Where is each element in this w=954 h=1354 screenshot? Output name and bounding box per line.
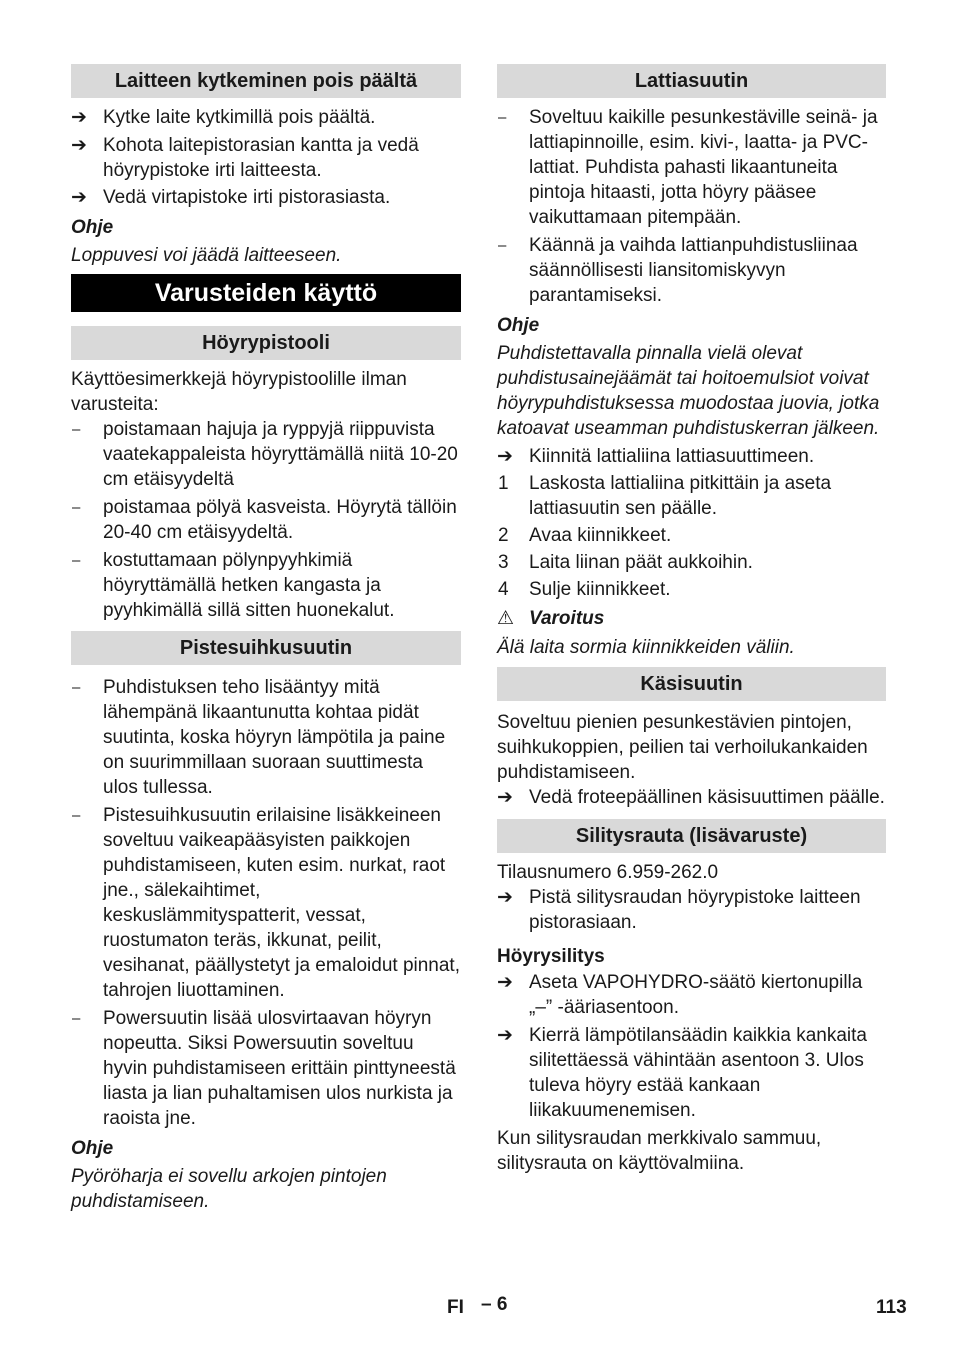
list-item: – Soveltuu kaikille pesunkestäville seinä- ja lattiapinnoille, esim. kivi-, laatta- ja PVC-lattiat. Puhdista pahasti likaantuneita pintoja hitaasti, jotta höyry pääsee vaikuttamaan pitempään. bbox=[498, 107, 878, 228]
warning-icon: ⚠ bbox=[497, 608, 515, 629]
arrow-icon: ➔ bbox=[497, 446, 513, 467]
iron-ready-text: Kun silitysraudan merkkivalo sammuu, silitysrauta on käyttövalmiina. bbox=[497, 1128, 822, 1174]
section-heading-floor-nozzle: Lattiasuutin bbox=[497, 64, 886, 98]
list-item: ➔ Kohota laitepistorasian kantta ja vedä höyrypistoke irti laitteesta. bbox=[71, 135, 419, 181]
arrow-icon: ➔ bbox=[497, 887, 513, 908]
list-item: – poistamaa pölyä kasveista. Höyrytä tällöin 20-40 cm etäisyydeltä. bbox=[72, 497, 457, 543]
main-heading: Varusteiden käyttö bbox=[71, 274, 461, 312]
arrow-icon: ➔ bbox=[71, 107, 87, 128]
list-item: ➔ Kierrä lämpötilansäädin kaikkia kankaita silitettäessä vähintään asentoon 3. Ulos tuleva höyry estää kankaan liikakuumenemisen. bbox=[497, 1025, 867, 1121]
dash-marker: – bbox=[72, 807, 81, 824]
step-number: 4 bbox=[498, 579, 509, 600]
list-item: – Puhdistuksen teho lisääntyy mitä lähempänä likaantunutta kohtaa pidät suutinta, koska höyryn lämpötila ja paine on suurimmillaan suoraan suuttimesta ulos tullessa. bbox=[72, 677, 446, 798]
switch-off-steps bbox=[71, 105, 461, 210]
note-label: Ohje bbox=[497, 315, 540, 336]
list-item: – poistamaan hajuja ja ryppyjä riippuvista vaatekappaleista höyryttämällä niitä 10-20 cm etäisyydeltä bbox=[72, 419, 458, 490]
list-item: 1 Laskosta lattialiina pitkittäin ja aseta lattiasuutin sen päälle. bbox=[498, 473, 832, 519]
warning-text: Älä laita sormia kiinnikkeiden väliin. bbox=[497, 637, 795, 658]
list-item: – Powersuutin lisää ulosvirtaavan höyryn nopeutta. Siksi Powersuutin soveltuu hyvin puhdistamiseen erittäin pinttyneestä liasta ja lian puhaltamisen ulos nurkista ja raoista jne. bbox=[72, 1008, 456, 1129]
spot-nozzle-list bbox=[71, 675, 461, 1131]
warning-heading: ⚠ Varoitus bbox=[497, 608, 605, 629]
step-number: 1 bbox=[498, 473, 509, 494]
list-item: ➔ Pistä silitysraudan höyrypistoke laitteen pistorasiaan. bbox=[497, 887, 861, 933]
right-column bbox=[497, 64, 886, 1176]
step-number: 3 bbox=[498, 552, 509, 573]
list-item: 3 Laita liinan päät aukkoihin. bbox=[498, 552, 753, 573]
footer-language: FI bbox=[447, 1297, 464, 1318]
section-heading-hand-nozzle: Käsisuutin bbox=[497, 667, 886, 701]
steam-gun-list bbox=[71, 417, 461, 623]
note-text: Pyöröharja ei sovellu arkojen pintojen puhdistamiseen. bbox=[71, 1166, 387, 1212]
subheading-steam-ironing: Höyrysilitys bbox=[497, 946, 605, 967]
note-label: Ohje bbox=[71, 1138, 114, 1159]
dash-marker: – bbox=[72, 421, 81, 438]
section-heading-steam-gun: Höyrypistooli bbox=[71, 326, 461, 360]
dash-marker: – bbox=[72, 679, 81, 696]
dash-marker: – bbox=[72, 1010, 81, 1027]
dash-marker: – bbox=[72, 499, 81, 516]
page-number: 113 bbox=[876, 1297, 907, 1318]
order-number: Tilausnumero 6.959-262.0 bbox=[497, 862, 719, 883]
section-heading-switch-off: Laitteen kytkeminen pois päältä bbox=[71, 64, 461, 98]
arrow-icon: ➔ bbox=[497, 787, 513, 808]
steam-gun-intro: Käyttöesimerkkejä höyrypistoolille ilman varusteita: bbox=[71, 369, 407, 415]
left-column bbox=[71, 64, 461, 1214]
list-item: 4 Sulje kiinnikkeet. bbox=[498, 579, 671, 600]
section-heading-spot-nozzle: Pistesuihkusuutin bbox=[71, 631, 461, 665]
floor-nozzle-list bbox=[497, 105, 886, 308]
section-heading-iron: Silitysrauta (lisävaruste) bbox=[497, 819, 886, 853]
list-item: ➔ Vedä virtapistoke irti pistorasiasta. bbox=[71, 187, 391, 208]
list-item: – kostuttamaan pölynpyyhkimiä höyryttämällä hetken kangasta ja pyyhkimällä sillä sitten huonekalut. bbox=[72, 550, 395, 621]
list-item: ➔ Aseta VAPOHYDRO-säätö kiertonupilla „–” -ääriasentoon. bbox=[497, 972, 863, 1018]
list-item: ➔ Kiinnitä lattialiina lattiasuuttimeen. bbox=[497, 446, 815, 467]
note-label: Ohje bbox=[71, 217, 114, 238]
footer-section: – 6 bbox=[481, 1294, 508, 1315]
dash-marker: – bbox=[498, 237, 507, 254]
hand-nozzle-text: Soveltuu pienien pesunkestävien pintojen, suihkukoppien, peilien tai verhoilukankaiden puhdistamiseen. bbox=[497, 712, 868, 783]
ironing-steps bbox=[497, 970, 886, 1123]
list-item: – Käännä ja vaihda lattianpuhdistusliinaa säännöllisesti liansitomiskyvyn parantamiseksi. bbox=[498, 235, 858, 306]
arrow-icon: ➔ bbox=[71, 135, 87, 156]
arrow-icon: ➔ bbox=[497, 1025, 513, 1046]
list-item: 2 Avaa kiinnikkeet. bbox=[498, 525, 672, 546]
dash-marker: – bbox=[72, 552, 81, 569]
list-item: ➔ Kytke laite kytkimillä pois päältä. bbox=[71, 107, 376, 128]
dash-marker: – bbox=[498, 109, 507, 126]
list-item: – Pistesuihkusuutin erilaisine lisäkkeineen soveltuu vaikeapääsyisten paikkojen puhdistamiseen, kuten esim. nurkat, raot jne., sälekaihtimet, keskuslämmityspatterit, vessat, ruostumaton teräs, ikkunat, peilit, vesihanat, päällystetyt ja emaloidut pinnat, tahrojen liuottaminen. bbox=[72, 805, 460, 1001]
arrow-icon: ➔ bbox=[71, 187, 87, 208]
step-number: 2 bbox=[498, 525, 509, 546]
note-text: Puhdistettavalla pinnalla vielä olevat puhdistusainejäämät tai hoitoemulsiot voivat höyrypuhdistuksessa muodostaa juovia, jotka katoavat useamman puhdistuskerran jälkeen. bbox=[497, 343, 880, 439]
list-item: ➔ Vedä froteepäällinen käsisuuttimen päälle. bbox=[497, 787, 885, 808]
numbered-steps bbox=[497, 471, 886, 602]
note-text: Loppuvesi voi jäädä laitteeseen. bbox=[71, 245, 342, 266]
arrow-icon: ➔ bbox=[497, 972, 513, 993]
